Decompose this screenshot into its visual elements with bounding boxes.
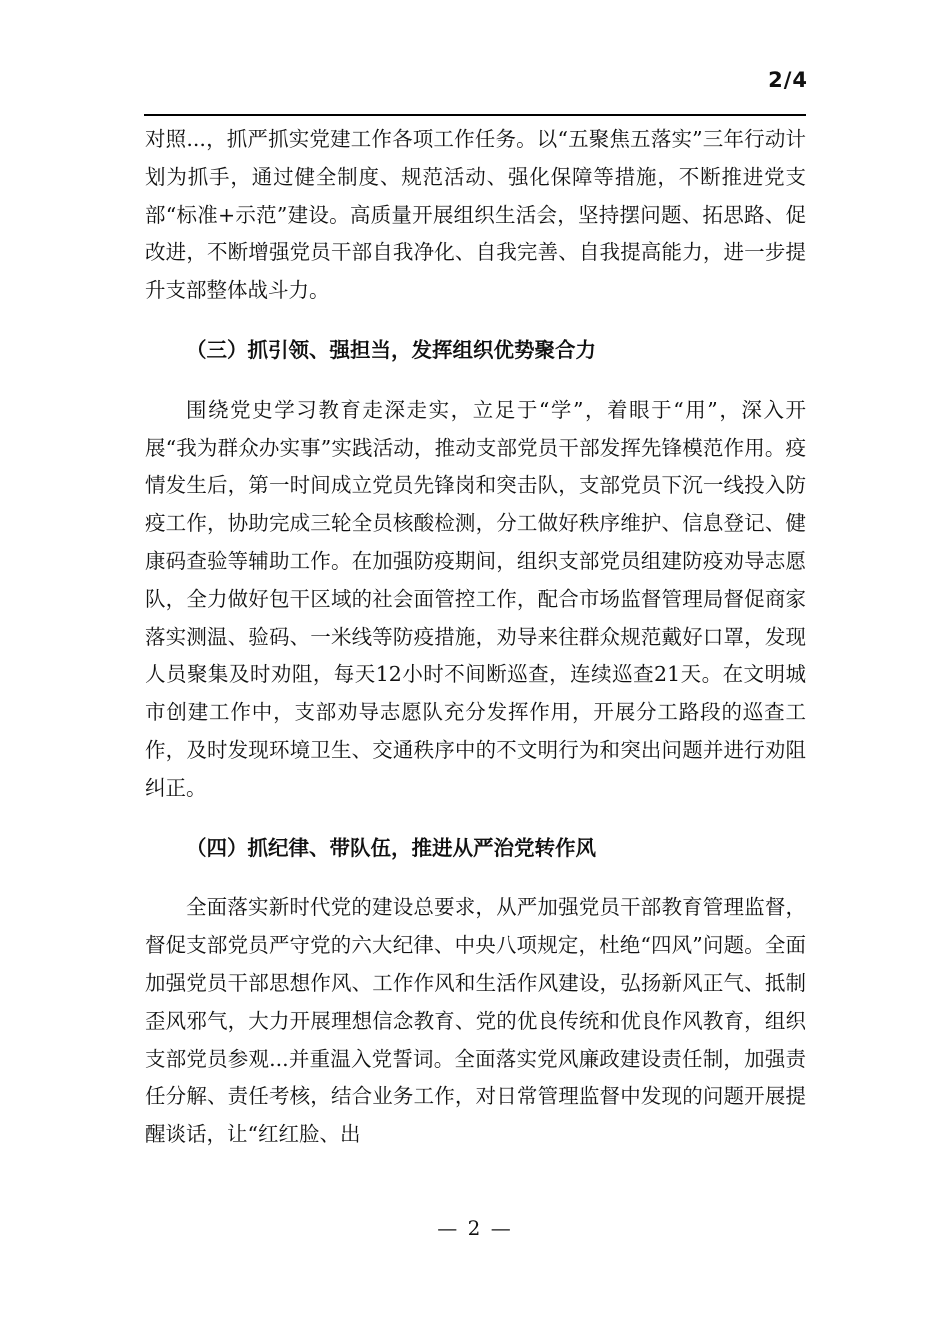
section-heading-3: （三）抓引领、强担当，发挥组织优势聚合力 <box>186 337 596 362</box>
section-heading-4: （四）抓纪律、带队伍，推进从严治党转作风 <box>186 835 596 860</box>
paragraph-section-3: 围绕党史学习教育走深走实，立足于“学”，着眼于“用”，深入开展“我为群众办实事”实践活动，推动支部党员干部发挥先锋模范作用。疫情发生后，第一时间成立党员先锋岗和突击队，支部党员下沉一线投入防疫工作，协助完成三轮全员核酸检测，分工做好秩序维护、信息登记、健康码查验等辅助工作。在加强防疫期间，组织支部党员组建防疫劝导志愿队，全力做好包干区域的社会面管控工作，配合市场监督管理局督促商家落实测温、验码、一米线等防疫措施，劝导来往群众规范戴好口罩，发现人员聚集及时劝阻，每天12小时不间断巡查，连续巡查21天。在文明城市创建工作中，支部劝导志愿队充分发挥作用，开展分工路段的巡查工作，及时发现环境卫生、交通秩序中的不文明行为和突出问题并进行劝阻纠正。 <box>145 397 806 800</box>
spacer <box>145 867 806 889</box>
spacer <box>145 370 806 392</box>
spacer <box>145 808 806 830</box>
paragraph-section-4: 全面落实新时代党的建设总要求，从严加强党员干部教育管理监督，督促支部党员严守党的六大纪律、中央八项规定，杜绝“四风”问题。全面加强党员干部思想作风、工作作风和生活作风建设，弘扬新风正气、抵制歪风邪气，大力开展理想信念教育、党的优良传统和优良作风教育，组织支部党员参观...并重温入党誓词。全面落实党风廉政建设责任制，加强责任分解、责任考核，结合业务工作，对日常管理监督中发现的问题开展提醒谈话，让“红红脸、出 <box>145 895 806 1147</box>
header-rule <box>144 114 806 116</box>
document-body <box>145 121 806 1154</box>
page-counter: 2/4 <box>768 68 808 92</box>
spacer <box>145 310 806 332</box>
paragraph-continued: 对照...，抓严抓实党建工作各项工作任务。以“五聚焦五落实”三年行动计划为抓手，通过健全制度、规范活动、强化保障等措施，不断推进党支部“标准+示范”建设。高质量开展组织生活会，坚持摆问题、拓思路、促改进，不断增强党员干部自我净化、自我完善、自我提高能力，进一步提升支部整体战斗力。 <box>145 127 806 303</box>
page-number: — 2 — <box>437 1216 513 1240</box>
